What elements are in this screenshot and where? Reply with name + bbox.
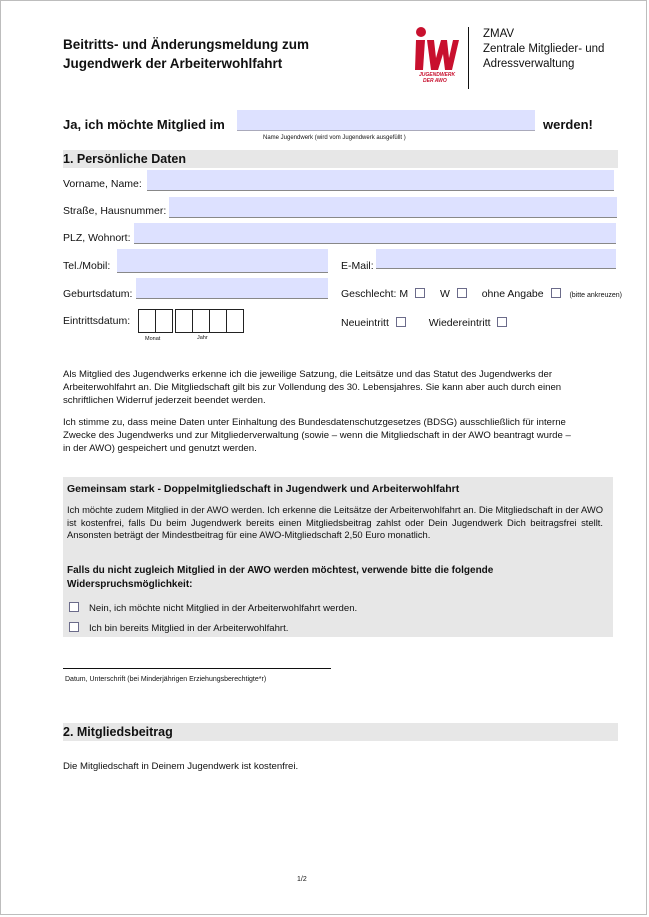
- consent-paragraph-1: Als Mitglied des Jugendwerks erkenne ich die jeweilige Satzung, die Leitsätze und das Statut des Jugendwerks der Arbeiterwohlfahrt an. Die Mitgliedschaft gilt bis zur Vollendung des 30. Lebensjahres. Sie kann aber auch durch einen schriftlichen Widerruf jederzeit beendet werden.: [63, 369, 562, 406]
- section-membership-fee-title: 2. Mitgliedsbeitrag: [63, 725, 173, 739]
- consent-paragraph-2: Ich stimme zu, dass meine Daten unter Einhaltung des Bundesdatenschutzgesetzes (BDSG) ausschließlich für interne Zwecke des Jugendwerks und zur Mitgliederverwaltung (sowie – wenn die Mitgliedschaft in der AWO beantragt wurde – in der AWO) gespeichert und genutzt werden.: [63, 417, 571, 454]
- birthdate-label: Geburtsdatum:: [63, 288, 133, 300]
- new-entry-checkbox[interactable]: [396, 317, 406, 327]
- entry-year-digit-2[interactable]: [193, 309, 210, 333]
- entry-month-boxes: [138, 309, 173, 333]
- objection-text: Falls du nicht zugleich Mitglied in der AWO werden möchtest, verwende bitte die folgende Widerspruchsmöglichkeit:: [67, 565, 494, 590]
- option-no-awo: [69, 602, 357, 614]
- phone-label: Tel./Mobil:: [63, 260, 111, 272]
- org-line-2: Zentrale Mitglieder- und: [483, 43, 605, 55]
- section-membership-fee: [63, 723, 618, 741]
- title-line-1: Beitritts- und Änderungsmeldung zum: [63, 37, 309, 52]
- gender-none-checkbox[interactable]: [551, 288, 561, 298]
- option-no-awo-label: Nein, ich möchte nicht Mitglied in der Arbeiterwohlfahrt werden.: [89, 603, 358, 614]
- option-no-awo-checkbox[interactable]: [69, 602, 79, 612]
- gender-m-checkbox[interactable]: [415, 288, 425, 298]
- entry-date-label: Eintrittsdatum:: [63, 315, 131, 327]
- email-field[interactable]: [376, 249, 616, 269]
- gender-hint: (bitte ankreuzen): [569, 292, 622, 299]
- jugendwerk-name-field[interactable]: [237, 110, 535, 131]
- page-number: 1/2: [297, 876, 307, 883]
- org-line-1: ZMAV: [483, 28, 515, 40]
- gender-w-checkbox[interactable]: [457, 288, 467, 298]
- section-personal-data-title: 1. Persönliche Daten: [63, 152, 186, 166]
- double-membership-text: Ich möchte zudem Mitglied in der AWO werden. Ich erkenne die Leitsätze der Arbeiterwohlfahrt an. Die Mitgliedschaft in der AWO ist kostenfrei, falls Du beim Jugendwerk bereits einen Mitgliedsbeitrag zahlst oder Dein Jugendwerk Dich beitragsfrei stellt. Ansonsten beträgt der Mindestbeitrag für eine AWO-Mitgliedschaft 2,50 Euro monatlich.: [67, 504, 604, 540]
- entry-month-digit-2[interactable]: [156, 309, 173, 333]
- gender-m-label: Geschlecht: M: [341, 288, 409, 300]
- zip-city-field[interactable]: [134, 223, 616, 244]
- entry-type: [341, 317, 507, 329]
- option-already-awo-label: Ich bin bereits Mitglied in der Arbeiterwohlfahrt.: [89, 623, 289, 634]
- signature-label: Datum, Unterschrift (bei Minderjährigen Erziehungsberechtigte*r): [65, 676, 267, 683]
- signature-line[interactable]: [63, 668, 331, 669]
- gender-w-label: W: [439, 288, 450, 300]
- re-entry-checkbox[interactable]: [497, 317, 507, 327]
- year-caption: Jahr: [197, 335, 208, 341]
- entry-month-digit-1[interactable]: [138, 309, 156, 333]
- section-personal-data: [63, 150, 618, 168]
- gender-none-label: ohne Angabe: [481, 288, 544, 300]
- entry-year-digit-1[interactable]: [175, 309, 193, 333]
- page-title: [63, 35, 309, 73]
- month-caption: Monat: [145, 336, 161, 342]
- birthdate-field[interactable]: [136, 278, 328, 299]
- entry-year-boxes: [175, 309, 244, 333]
- re-entry-label: Wiedereintritt: [428, 317, 491, 329]
- gender-label: [341, 288, 622, 300]
- zip-city-label: PLZ, Wohnort:: [63, 232, 131, 244]
- jugendwerk-name-hint: Name Jugendwerk (wird vom Jugendwerk ausgefüllt ): [263, 135, 406, 141]
- logo-subtext: [419, 72, 455, 84]
- street-field[interactable]: [169, 197, 617, 218]
- option-already-awo-checkbox[interactable]: [69, 622, 79, 632]
- name-label: Vorname, Name:: [63, 178, 142, 190]
- entry-year-digit-3[interactable]: [210, 309, 227, 333]
- logo-subtext-line-2: DER AWO: [423, 78, 447, 84]
- name-field[interactable]: [147, 170, 614, 191]
- org-info: [483, 27, 604, 72]
- option-already-awo: [69, 622, 288, 634]
- email-label: E-Mail:: [341, 260, 374, 272]
- title-line-2: Jugendwerk der Arbeiterwohlfahrt: [63, 56, 283, 71]
- membership-suffix: werden!: [543, 117, 593, 132]
- header-divider: [468, 27, 469, 89]
- double-membership-title: Gemeinsam stark - Doppelmitgliedschaft in Jugendwerk und Arbeiterwohlfahrt: [67, 483, 460, 495]
- entry-year-digit-4[interactable]: [227, 309, 244, 333]
- phone-field[interactable]: [117, 249, 328, 273]
- logo-subtext-line-1: JUGENDWERK: [419, 72, 456, 78]
- street-label: Straße, Hausnummer:: [63, 205, 167, 217]
- membership-prefix: Ja, ich möchte Mitglied im: [63, 117, 225, 132]
- org-line-3: Adressverwaltung: [483, 58, 575, 70]
- new-entry-label: Neueintritt: [341, 317, 389, 329]
- membership-fee-text: Die Mitgliedschaft in Deinem Jugendwerk ist kostenfrei.: [63, 761, 299, 772]
